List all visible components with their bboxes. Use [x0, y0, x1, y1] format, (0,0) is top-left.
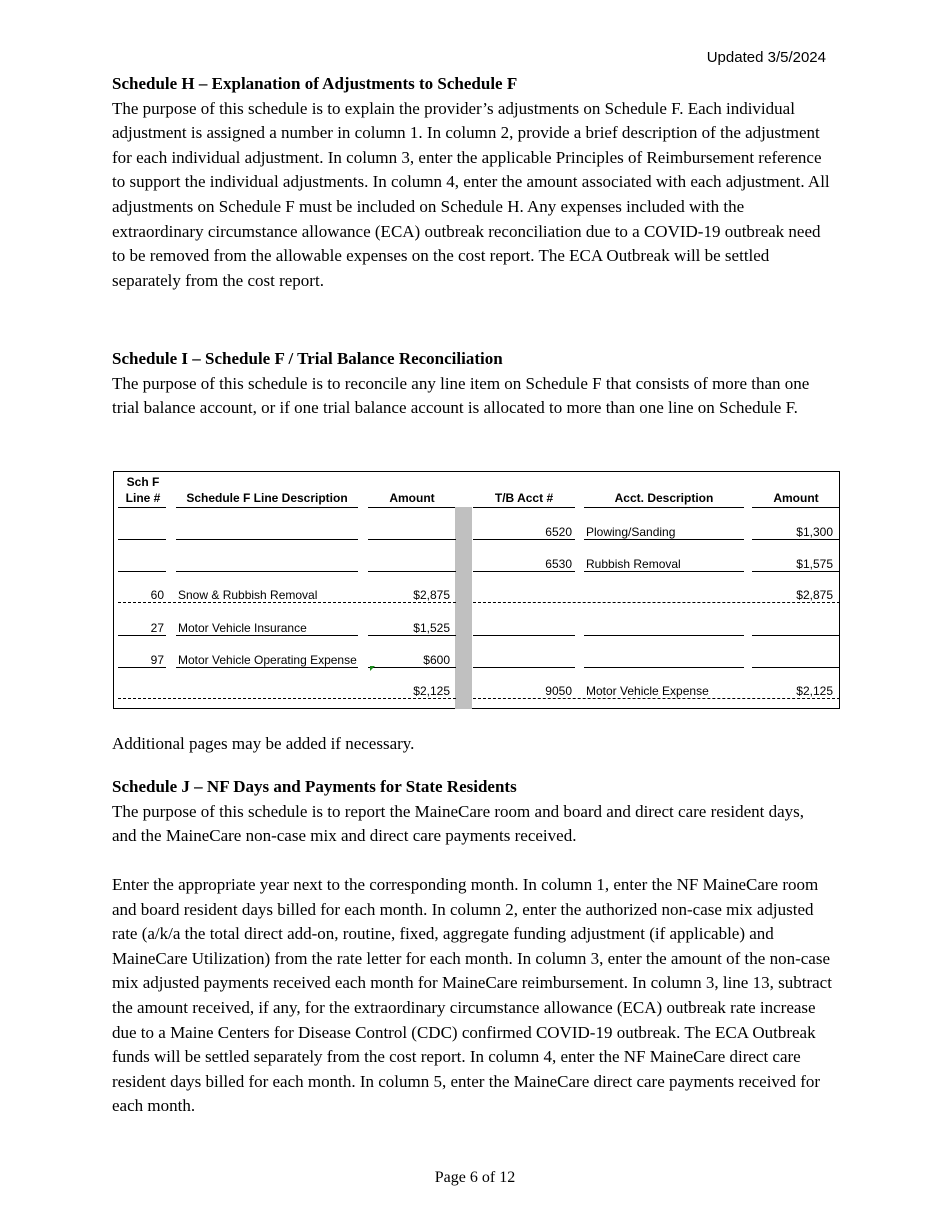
header-amount: Amount: [389, 491, 435, 505]
row5-line: 97: [150, 653, 164, 667]
schedule-i-section: [112, 347, 832, 421]
header-tb-acct: T/B Acct #: [494, 491, 554, 505]
row2-tb-acct: 6530: [545, 557, 572, 571]
row1-tb-amount: $1,300: [796, 525, 833, 539]
row5-desc: Motor Vehicle Operating Expense: [178, 653, 357, 667]
additional-pages-note: Additional pages may be added if necessary.: [112, 734, 415, 753]
row6-amount: $2,125: [413, 684, 450, 698]
header-acct-desc: Acct. Description: [614, 491, 714, 505]
schedule-i-body: The purpose of this schedule is to reconcile any line item on Schedule F that consists of more than one trial balance account, or if one trial balance account is allocated to more than one line on Schedule F.: [112, 373, 810, 418]
schedule-h-section: [112, 72, 832, 293]
header-description: Schedule F Line Description: [186, 491, 348, 505]
row2-acct-desc: Rubbish Removal: [586, 557, 681, 571]
row1-acct-desc: Plowing/Sanding: [586, 525, 676, 539]
row2-tb-amount: $1,575: [796, 557, 833, 571]
header-line-top: Sch F: [126, 475, 160, 489]
schedule-j-section: [112, 775, 832, 849]
row4-line: 27: [150, 621, 164, 635]
header-line-bottom: Line #: [125, 491, 161, 505]
row3-desc: Snow & Rubbish Removal: [178, 588, 318, 602]
updated-date: Updated 3/5/2024: [706, 49, 826, 66]
schedule-j-title: Schedule J – NF Days and Payments for State Residents: [112, 777, 517, 796]
schedule-h-title: Schedule H – Explanation of Adjustments to Schedule F: [112, 74, 518, 93]
page-number: Page 6 of 12: [434, 1169, 516, 1186]
row3-amount: $2,875: [413, 588, 450, 602]
row1-tb-acct: 6520: [545, 525, 572, 539]
row6-tb-amount: $2,125: [796, 684, 833, 698]
row3-line: 60: [150, 588, 164, 602]
cell-comment-marker-icon: [370, 666, 375, 671]
row4-desc: Motor Vehicle Insurance: [178, 621, 307, 635]
column-separator-bar: [455, 507, 472, 709]
schedule-j-body1: The purpose of this schedule is to report the MaineCare room and board and direct care resident days, and the MaineCare non-case mix and direct care payments received.: [112, 801, 805, 846]
row4-amount: $1,525: [413, 621, 450, 635]
schedule-h-body: The purpose of this schedule is to explain the provider’s adjustments on Schedule F. Each individual adjustment is assigned a number in column 1. In column 2, provide a brief description of the adjustment for each individual adjustment. In column 3, enter the applicable Principles of Reimbursement reference to support the individual adjustments. In column 4, enter the amount associated with each adjustment. All adjustments on Schedule F must be included on Schedule H. Any expenses included with the extraordinary circumstance allowance (ECA) outbreak reconciliation due to a COVID-19 outbreak need to be removed from the allowable expenses on the cost report. The ECA Outbreak will be settled separately from the cost report.: [112, 98, 830, 290]
row6-tb-acct: 9050: [545, 684, 572, 698]
row5-amount: $600: [423, 653, 450, 667]
header-tb-amount: Amount: [773, 491, 819, 505]
schedule-j-body2: Enter the appropriate year next to the corresponding month. In column 1, enter the NF MaineCare room and board resident days billed for each month. In column 2, enter the authorized non-case mix adjusted rate (a/k/a the total direct add-on, routine, fixed, aggregate funding adjustment (if applicable) and MaineCare Utilization) from the rate letter for each month. In column 3, enter the amount of the non-case mix adjusted payments received each month for MaineCare reimbursement. In column 3, line 13, subtract the amount received, if any, for the extraordinary circumstance allowance (ECA) outbreak rate increase due to a Maine Centers for Disease Control (CDC) confirmed COVID-19 outbreak. The ECA Outbreak funds will be settled separately from the cost report. In column 4, enter the NF MaineCare direct care resident days billed for each month. In column 5, enter the MaineCare direct care payments received for each month.: [112, 875, 832, 1116]
row6-acct-desc: Motor Vehicle Expense: [586, 684, 709, 698]
schedule-i-title: Schedule I – Schedule F / Trial Balance Reconciliation: [112, 349, 503, 368]
reconciliation-table: [113, 471, 840, 709]
row3-tb-amount: $2,875: [796, 588, 833, 602]
